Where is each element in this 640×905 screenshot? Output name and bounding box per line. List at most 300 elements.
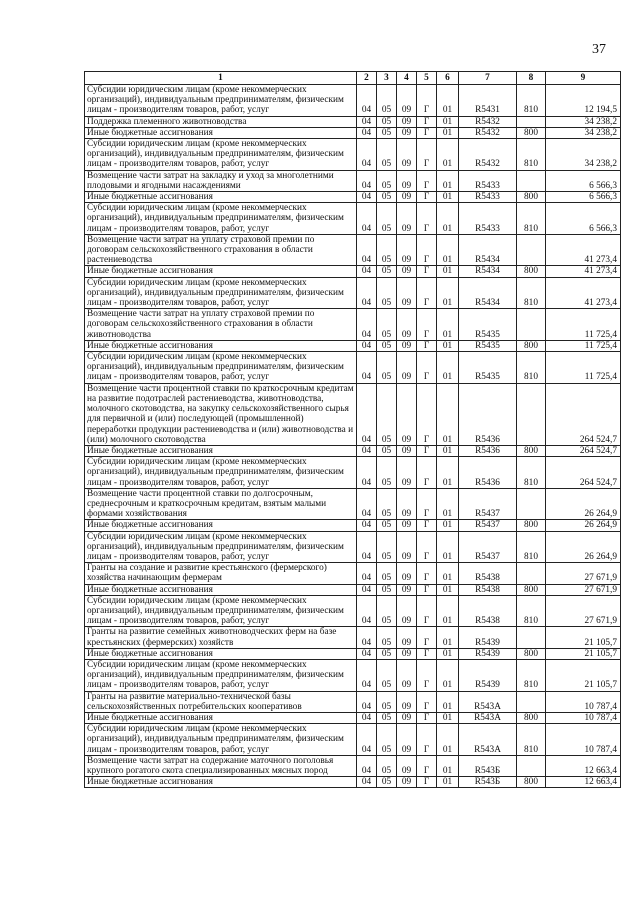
code-5-cell: 01 xyxy=(437,457,459,489)
description-cell: Иные бюджетные ассигнования xyxy=(85,777,357,788)
page-number: 37 xyxy=(592,42,606,57)
code-3-cell: 09 xyxy=(397,139,417,171)
code-1-cell: 04 xyxy=(357,116,377,127)
expense-type-cell: 800 xyxy=(517,520,546,531)
code-2-cell: 05 xyxy=(377,691,397,712)
description-cell: Поддержка племенного животноводства xyxy=(85,116,357,127)
description-cell: Гранты на развитие семейных животноводческих ферм на базе крестьянских (фермерских) хозяйств xyxy=(85,627,357,648)
table-row xyxy=(85,777,621,788)
table-row xyxy=(85,85,621,117)
code-4-cell: Г xyxy=(417,531,437,563)
code-4-cell: Г xyxy=(417,755,437,776)
table-row xyxy=(85,563,621,584)
code-5-cell: 01 xyxy=(437,309,459,341)
code-2-cell: 05 xyxy=(377,170,397,191)
target-code-cell: R5439 xyxy=(459,648,517,659)
code-2-cell: 05 xyxy=(377,777,397,788)
code-1-cell: 04 xyxy=(357,383,377,445)
target-code-cell: R5434 xyxy=(459,234,517,266)
description-cell: Субсидии юридическим лицам (кроме некоммерческих организаций), индивидуальным предпринимателям, физическим лицам - производителям товаров, работ, услуг xyxy=(85,203,357,235)
code-5-cell: 01 xyxy=(437,648,459,659)
code-2-cell: 05 xyxy=(377,352,397,384)
code-5-cell: 01 xyxy=(437,266,459,277)
table-row xyxy=(85,488,621,520)
table-row xyxy=(85,277,621,309)
amount-cell: 21 105,7 xyxy=(546,659,621,691)
target-code-cell: R5433 xyxy=(459,192,517,203)
target-code-cell: R5432 xyxy=(459,139,517,171)
description-cell: Гранты на развитие материально-технической базы сельскохозяйственных потребительских кооперативов xyxy=(85,691,357,712)
code-4-cell: Г xyxy=(417,659,437,691)
code-5-cell: 01 xyxy=(437,520,459,531)
code-1-cell: 04 xyxy=(357,584,377,595)
column-header: 9 xyxy=(546,72,621,85)
code-2-cell: 05 xyxy=(377,192,397,203)
expense-type-cell: 810 xyxy=(517,139,546,171)
table-row xyxy=(85,627,621,648)
code-5-cell: 01 xyxy=(437,488,459,520)
amount-cell: 6 566,3 xyxy=(546,203,621,235)
budget-table xyxy=(84,71,621,788)
description-cell: Возмещение части процентной ставки по долгосрочным, среднесрочным и краткосрочным кредитам, взятым малыми формами хозяйствования xyxy=(85,488,357,520)
code-2-cell: 05 xyxy=(377,627,397,648)
column-header: 6 xyxy=(437,72,459,85)
table-row xyxy=(85,445,621,456)
code-2-cell: 05 xyxy=(377,520,397,531)
code-1-cell: 04 xyxy=(357,352,377,384)
table-row xyxy=(85,266,621,277)
code-4-cell: Г xyxy=(417,563,437,584)
table-header-row xyxy=(85,72,621,85)
table-row xyxy=(85,755,621,776)
table-row xyxy=(85,203,621,235)
code-1-cell: 04 xyxy=(357,627,377,648)
code-1-cell: 04 xyxy=(357,595,377,627)
expense-type-cell xyxy=(517,627,546,648)
target-code-cell: R543A xyxy=(459,712,517,723)
expense-type-cell: 800 xyxy=(517,445,546,456)
expense-type-cell: 800 xyxy=(517,712,546,723)
code-2-cell: 05 xyxy=(377,127,397,138)
code-2-cell: 05 xyxy=(377,563,397,584)
table-row xyxy=(85,520,621,531)
amount-cell: 27 671,9 xyxy=(546,563,621,584)
code-5-cell: 01 xyxy=(437,712,459,723)
description-cell: Иные бюджетные ассигнования xyxy=(85,266,357,277)
expense-type-cell xyxy=(517,691,546,712)
code-3-cell: 09 xyxy=(397,457,417,489)
code-5-cell: 01 xyxy=(437,192,459,203)
code-5-cell: 01 xyxy=(437,627,459,648)
target-code-cell: R5436 xyxy=(459,457,517,489)
description-cell: Иные бюджетные ассигнования xyxy=(85,712,357,723)
code-1-cell: 04 xyxy=(357,563,377,584)
code-1-cell: 04 xyxy=(357,457,377,489)
code-3-cell: 09 xyxy=(397,691,417,712)
code-2-cell: 05 xyxy=(377,277,397,309)
table-row xyxy=(85,659,621,691)
table-row xyxy=(85,192,621,203)
code-5-cell: 01 xyxy=(437,203,459,235)
code-5-cell: 01 xyxy=(437,755,459,776)
target-code-cell: R5433 xyxy=(459,203,517,235)
code-2-cell: 05 xyxy=(377,712,397,723)
description-cell: Возмещение части затрат на уплату страховой премии по договорам сельскохозяйственного страхования в области растениеводства xyxy=(85,234,357,266)
amount-cell: 10 787,4 xyxy=(546,724,621,756)
amount-cell: 41 273,4 xyxy=(546,234,621,266)
code-1-cell: 04 xyxy=(357,340,377,351)
code-3-cell: 09 xyxy=(397,203,417,235)
code-3-cell: 09 xyxy=(397,309,417,341)
code-1-cell: 04 xyxy=(357,488,377,520)
code-5-cell: 01 xyxy=(437,563,459,584)
code-5-cell: 01 xyxy=(437,85,459,117)
code-2-cell: 05 xyxy=(377,595,397,627)
code-1-cell: 04 xyxy=(357,712,377,723)
target-code-cell: R5434 xyxy=(459,277,517,309)
target-code-cell: R543A xyxy=(459,724,517,756)
expense-type-cell: 800 xyxy=(517,266,546,277)
expense-type-cell: 800 xyxy=(517,584,546,595)
code-3-cell: 09 xyxy=(397,627,417,648)
code-2-cell: 05 xyxy=(377,584,397,595)
table-row xyxy=(85,127,621,138)
table-row xyxy=(85,170,621,191)
expense-type-cell xyxy=(517,488,546,520)
target-code-cell: R5437 xyxy=(459,520,517,531)
expense-type-cell: 810 xyxy=(517,85,546,117)
amount-cell: 11 725,4 xyxy=(546,352,621,384)
description-cell: Возмещение части затрат на закладку и уход за многолетними плодовыми и ягодными насаждениями xyxy=(85,170,357,191)
amount-cell: 34 238,2 xyxy=(546,139,621,171)
code-3-cell: 09 xyxy=(397,170,417,191)
code-2-cell: 05 xyxy=(377,531,397,563)
column-header: 7 xyxy=(459,72,517,85)
description-cell: Иные бюджетные ассигнования xyxy=(85,648,357,659)
code-4-cell: Г xyxy=(417,724,437,756)
code-5-cell: 01 xyxy=(437,691,459,712)
code-3-cell: 09 xyxy=(397,445,417,456)
code-2-cell: 05 xyxy=(377,724,397,756)
code-3-cell: 09 xyxy=(397,352,417,384)
code-2-cell: 05 xyxy=(377,85,397,117)
target-code-cell: R5438 xyxy=(459,563,517,584)
amount-cell: 264 524,7 xyxy=(546,457,621,489)
amount-cell: 27 671,9 xyxy=(546,595,621,627)
column-header: 3 xyxy=(377,72,397,85)
target-code-cell: R5439 xyxy=(459,627,517,648)
description-cell: Иные бюджетные ассигнования xyxy=(85,520,357,531)
amount-cell: 264 524,7 xyxy=(546,445,621,456)
target-code-cell: R5433 xyxy=(459,170,517,191)
table-row xyxy=(85,139,621,171)
target-code-cell: R5438 xyxy=(459,595,517,627)
code-1-cell: 04 xyxy=(357,445,377,456)
code-4-cell: Г xyxy=(417,309,437,341)
amount-cell: 26 264,9 xyxy=(546,531,621,563)
code-2-cell: 05 xyxy=(377,445,397,456)
code-2-cell: 05 xyxy=(377,309,397,341)
target-code-cell: R5431 xyxy=(459,85,517,117)
code-5-cell: 01 xyxy=(437,584,459,595)
code-1-cell: 04 xyxy=(357,127,377,138)
code-3-cell: 09 xyxy=(397,755,417,776)
table-row xyxy=(85,595,621,627)
target-code-cell: R5436 xyxy=(459,383,517,445)
expense-type-cell xyxy=(517,309,546,341)
expense-type-cell: 810 xyxy=(517,659,546,691)
code-4-cell: Г xyxy=(417,352,437,384)
code-3-cell: 09 xyxy=(397,531,417,563)
description-cell: Иные бюджетные ассигнования xyxy=(85,340,357,351)
code-2-cell: 05 xyxy=(377,266,397,277)
description-cell: Субсидии юридическим лицам (кроме некоммерческих организаций), индивидуальным предпринимателям, физическим лицам - производителям товаров, работ, услуг xyxy=(85,85,357,117)
code-5-cell: 01 xyxy=(437,531,459,563)
code-5-cell: 01 xyxy=(437,139,459,171)
description-cell: Иные бюджетные ассигнования xyxy=(85,584,357,595)
expense-type-cell: 800 xyxy=(517,340,546,351)
code-3-cell: 09 xyxy=(397,127,417,138)
description-cell: Иные бюджетные ассигнования xyxy=(85,192,357,203)
expense-type-cell xyxy=(517,755,546,776)
code-3-cell: 09 xyxy=(397,659,417,691)
code-4-cell: Г xyxy=(417,691,437,712)
code-4-cell: Г xyxy=(417,777,437,788)
code-3-cell: 09 xyxy=(397,520,417,531)
table-row xyxy=(85,531,621,563)
code-1-cell: 04 xyxy=(357,520,377,531)
code-4-cell: Г xyxy=(417,648,437,659)
description-cell: Субсидии юридическим лицам (кроме некоммерческих организаций), индивидуальным предпринимателям, физическим лицам - производителям товаров, работ, услуг xyxy=(85,457,357,489)
amount-cell: 27 671,9 xyxy=(546,584,621,595)
code-2-cell: 05 xyxy=(377,457,397,489)
table-row xyxy=(85,234,621,266)
expense-type-cell: 800 xyxy=(517,127,546,138)
code-5-cell: 01 xyxy=(437,340,459,351)
amount-cell: 6 566,3 xyxy=(546,192,621,203)
code-3-cell: 09 xyxy=(397,648,417,659)
expense-type-cell: 810 xyxy=(517,457,546,489)
column-header: 8 xyxy=(517,72,546,85)
code-1-cell: 04 xyxy=(357,691,377,712)
target-code-cell: R5436 xyxy=(459,445,517,456)
code-5-cell: 01 xyxy=(437,445,459,456)
code-4-cell: Г xyxy=(417,520,437,531)
expense-type-cell xyxy=(517,383,546,445)
amount-cell: 12 663,4 xyxy=(546,755,621,776)
code-2-cell: 05 xyxy=(377,116,397,127)
target-code-cell: R5435 xyxy=(459,340,517,351)
expense-type-cell: 800 xyxy=(517,192,546,203)
column-header: 4 xyxy=(397,72,417,85)
code-5-cell: 01 xyxy=(437,595,459,627)
code-4-cell: Г xyxy=(417,488,437,520)
code-3-cell: 09 xyxy=(397,234,417,266)
target-code-cell: R5437 xyxy=(459,531,517,563)
amount-cell: 6 566,3 xyxy=(546,170,621,191)
code-2-cell: 05 xyxy=(377,659,397,691)
amount-cell: 26 264,9 xyxy=(546,488,621,520)
amount-cell: 11 725,4 xyxy=(546,340,621,351)
amount-cell: 34 238,2 xyxy=(546,116,621,127)
code-3-cell: 09 xyxy=(397,712,417,723)
code-4-cell: Г xyxy=(417,595,437,627)
code-2-cell: 05 xyxy=(377,234,397,266)
code-1-cell: 04 xyxy=(357,139,377,171)
target-code-cell: R5435 xyxy=(459,309,517,341)
target-code-cell: R5434 xyxy=(459,266,517,277)
code-5-cell: 01 xyxy=(437,127,459,138)
expense-type-cell xyxy=(517,116,546,127)
description-cell: Возмещение части затрат на содержание маточного поголовья крупного рогатого скота специализированных мясных пород xyxy=(85,755,357,776)
code-3-cell: 09 xyxy=(397,563,417,584)
code-4-cell: Г xyxy=(417,627,437,648)
code-5-cell: 01 xyxy=(437,116,459,127)
description-cell: Гранты на создание и развитие крестьянского (фермерского) хозяйства начинающим фермерам xyxy=(85,563,357,584)
target-code-cell: R5438 xyxy=(459,584,517,595)
amount-cell: 41 273,4 xyxy=(546,266,621,277)
table-row xyxy=(85,457,621,489)
description-cell: Субсидии юридическим лицам (кроме некоммерческих организаций), индивидуальным предпринимателям, физическим лицам - производителям товаров, работ, услуг xyxy=(85,277,357,309)
description-cell: Субсидии юридическим лицам (кроме некоммерческих организаций), индивидуальным предпринимателям, физическим лицам - производителям товаров, работ, услуг xyxy=(85,139,357,171)
amount-cell: 21 105,7 xyxy=(546,627,621,648)
code-3-cell: 09 xyxy=(397,383,417,445)
code-3-cell: 09 xyxy=(397,595,417,627)
code-4-cell: Г xyxy=(417,234,437,266)
amount-cell: 264 524,7 xyxy=(546,383,621,445)
amount-cell: 10 787,4 xyxy=(546,712,621,723)
code-4-cell: Г xyxy=(417,85,437,117)
code-2-cell: 05 xyxy=(377,340,397,351)
code-4-cell: Г xyxy=(417,277,437,309)
code-4-cell: Г xyxy=(417,584,437,595)
code-1-cell: 04 xyxy=(357,266,377,277)
code-5-cell: 01 xyxy=(437,724,459,756)
description-cell: Субсидии юридическим лицам (кроме некоммерческих организаций), индивидуальным предпринимателям, физическим лицам - производителям товаров, работ, услуг xyxy=(85,659,357,691)
table-row xyxy=(85,309,621,341)
expense-type-cell: 810 xyxy=(517,595,546,627)
code-3-cell: 09 xyxy=(397,116,417,127)
code-4-cell: Г xyxy=(417,445,437,456)
column-header: 5 xyxy=(417,72,437,85)
code-2-cell: 05 xyxy=(377,383,397,445)
description-cell: Возмещение части процентной ставки по краткосрочным кредитам на развитие подотраслей растениеводства, животноводства, молочного скотоводства, на закупку сельскохозяйственного сырья для первичной и (или) последующей (промышленной) переработки продукции растениеводства и (или) животноводства и (или) молочного скотоводства xyxy=(85,383,357,445)
code-1-cell: 04 xyxy=(357,234,377,266)
code-1-cell: 04 xyxy=(357,277,377,309)
amount-cell: 12 663,4 xyxy=(546,777,621,788)
code-2-cell: 05 xyxy=(377,139,397,171)
code-5-cell: 01 xyxy=(437,383,459,445)
code-2-cell: 05 xyxy=(377,755,397,776)
code-1-cell: 04 xyxy=(357,192,377,203)
expense-type-cell: 810 xyxy=(517,531,546,563)
code-3-cell: 09 xyxy=(397,266,417,277)
expense-type-cell xyxy=(517,563,546,584)
code-3-cell: 09 xyxy=(397,85,417,117)
table-row xyxy=(85,584,621,595)
code-3-cell: 09 xyxy=(397,777,417,788)
target-code-cell: R543Б xyxy=(459,777,517,788)
code-2-cell: 05 xyxy=(377,203,397,235)
code-4-cell: Г xyxy=(417,340,437,351)
target-code-cell: R5432 xyxy=(459,116,517,127)
code-4-cell: Г xyxy=(417,116,437,127)
description-cell: Субсидии юридическим лицам (кроме некоммерческих организаций), индивидуальным предпринимателям, физическим лицам - производителям товаров, работ, услуг xyxy=(85,724,357,756)
code-3-cell: 09 xyxy=(397,277,417,309)
code-1-cell: 04 xyxy=(357,203,377,235)
expense-type-cell: 810 xyxy=(517,277,546,309)
target-code-cell: R5437 xyxy=(459,488,517,520)
code-3-cell: 09 xyxy=(397,340,417,351)
code-1-cell: 04 xyxy=(357,755,377,776)
code-5-cell: 01 xyxy=(437,659,459,691)
expense-type-cell xyxy=(517,234,546,266)
code-4-cell: Г xyxy=(417,170,437,191)
code-4-cell: Г xyxy=(417,383,437,445)
table-row xyxy=(85,648,621,659)
expense-type-cell: 810 xyxy=(517,203,546,235)
code-2-cell: 05 xyxy=(377,488,397,520)
code-5-cell: 01 xyxy=(437,277,459,309)
table-row xyxy=(85,691,621,712)
table-row xyxy=(85,712,621,723)
table-row xyxy=(85,116,621,127)
code-5-cell: 01 xyxy=(437,352,459,384)
amount-cell: 11 725,4 xyxy=(546,309,621,341)
expense-type-cell xyxy=(517,170,546,191)
target-code-cell: R5439 xyxy=(459,659,517,691)
description-cell: Иные бюджетные ассигнования xyxy=(85,445,357,456)
code-3-cell: 09 xyxy=(397,584,417,595)
expense-type-cell: 810 xyxy=(517,352,546,384)
amount-cell: 10 787,4 xyxy=(546,691,621,712)
amount-cell: 41 273,4 xyxy=(546,277,621,309)
description-cell: Субсидии юридическим лицам (кроме некоммерческих организаций), индивидуальным предпринимателям, физическим лицам - производителям товаров, работ, услуг xyxy=(85,352,357,384)
target-code-cell: R543A xyxy=(459,691,517,712)
code-5-cell: 01 xyxy=(437,234,459,266)
target-code-cell: R543Б xyxy=(459,755,517,776)
expense-type-cell: 800 xyxy=(517,648,546,659)
amount-cell: 21 105,7 xyxy=(546,648,621,659)
amount-cell: 34 238,2 xyxy=(546,127,621,138)
description-cell: Субсидии юридическим лицам (кроме некоммерческих организаций), индивидуальным предпринимателям, физическим лицам - производителям товаров, работ, услуг xyxy=(85,595,357,627)
code-4-cell: Г xyxy=(417,457,437,489)
amount-cell: 12 194,5 xyxy=(546,85,621,117)
code-1-cell: 04 xyxy=(357,724,377,756)
table-row xyxy=(85,352,621,384)
code-4-cell: Г xyxy=(417,192,437,203)
code-3-cell: 09 xyxy=(397,724,417,756)
code-4-cell: Г xyxy=(417,139,437,171)
target-code-cell: R5435 xyxy=(459,352,517,384)
code-5-cell: 01 xyxy=(437,777,459,788)
table-row xyxy=(85,724,621,756)
code-1-cell: 04 xyxy=(357,309,377,341)
code-5-cell: 01 xyxy=(437,170,459,191)
code-4-cell: Г xyxy=(417,712,437,723)
code-1-cell: 04 xyxy=(357,170,377,191)
code-4-cell: Г xyxy=(417,266,437,277)
expense-type-cell: 800 xyxy=(517,777,546,788)
table-row xyxy=(85,383,621,445)
description-cell: Возмещение части затрат на уплату страховой премии по договорам сельскохозяйственного страхования в области животноводства xyxy=(85,309,357,341)
code-1-cell: 04 xyxy=(357,648,377,659)
code-1-cell: 04 xyxy=(357,85,377,117)
column-header: 2 xyxy=(357,72,377,85)
target-code-cell: R5432 xyxy=(459,127,517,138)
description-cell: Иные бюджетные ассигнования xyxy=(85,127,357,138)
code-1-cell: 04 xyxy=(357,777,377,788)
